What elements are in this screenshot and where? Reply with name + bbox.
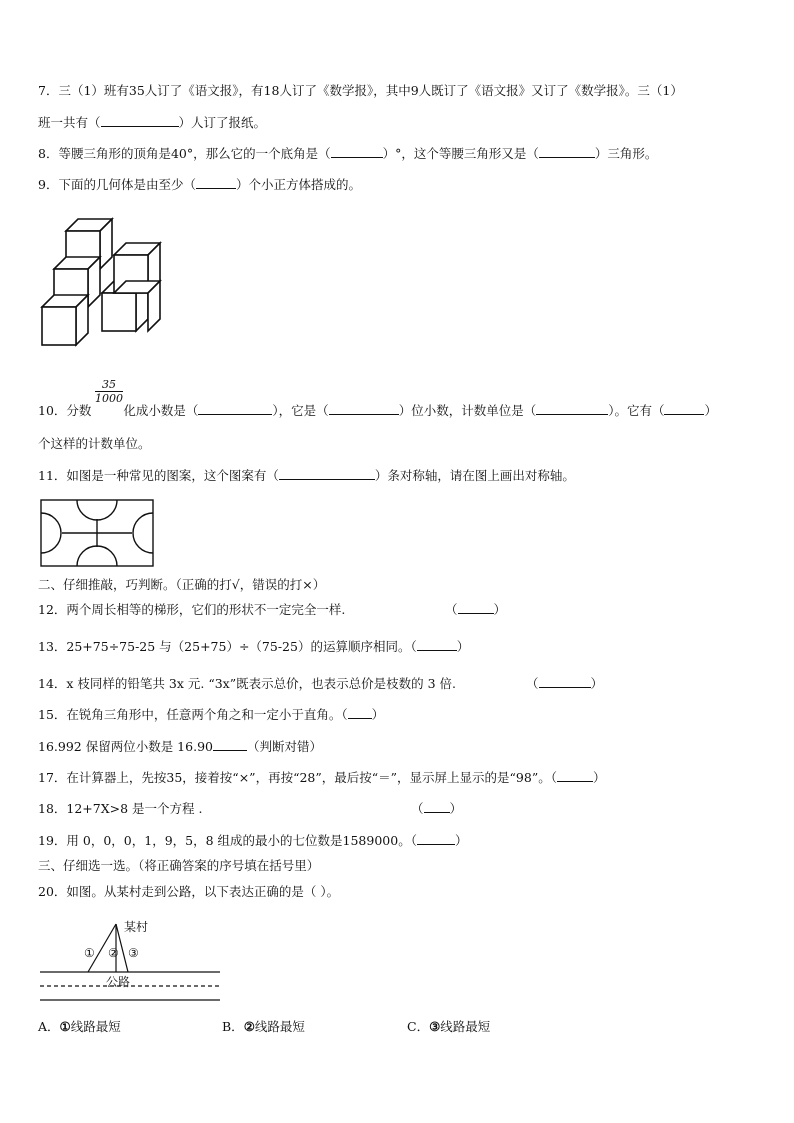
question-9-text-pre: 9．下面的几何体是由至少（ xyxy=(38,177,196,192)
option-mark: ② xyxy=(243,1019,255,1034)
question-18 xyxy=(38,800,202,818)
question-9-text-post: ）个小正方体搭成的。 xyxy=(235,177,361,192)
road-label: 公路 xyxy=(106,975,131,989)
answer-blank[interactable] xyxy=(196,176,236,189)
question-13 xyxy=(38,638,469,656)
route-2-label: ② xyxy=(108,946,119,960)
question-9 xyxy=(38,176,361,194)
paren-right: ） xyxy=(590,676,604,691)
question-10-text-line-2: 个这样的计数单位。 xyxy=(38,436,151,451)
question-19 xyxy=(38,832,467,850)
paren-right: ） xyxy=(493,602,507,617)
question-10-text-e: ） xyxy=(704,403,717,418)
option-letter: A． xyxy=(38,1019,60,1034)
question-17-text: 17．在计算器上，先按35，接着按“×”，再按“28”，最后按“＝”，显示屏上显示的是“98”。（ xyxy=(38,770,557,785)
section-3-title: 三、仔细选一选。（将正确答案的序号填在括号里） xyxy=(38,858,320,873)
answer-blank[interactable] xyxy=(458,601,494,614)
question-10-text-b: ），它是（ xyxy=(272,403,329,418)
answer-blank[interactable] xyxy=(539,675,591,688)
answer-blank[interactable] xyxy=(348,706,372,719)
answer-blank[interactable] xyxy=(539,145,595,158)
question-16-text-post: （判断对错） xyxy=(246,739,322,754)
village-label: 某村 xyxy=(124,920,149,934)
question-7-line-2 xyxy=(38,114,266,132)
fraction xyxy=(95,378,123,405)
paren-left: （ xyxy=(445,602,458,617)
question-17 xyxy=(38,769,606,787)
answer-blank[interactable] xyxy=(213,738,247,751)
route-figure xyxy=(38,916,222,1006)
paren-right: ） xyxy=(371,707,385,722)
question-20-text: 20．如图。从某村走到公路，以下表达正确的是（ ）。 xyxy=(38,884,340,899)
answer-blank[interactable] xyxy=(424,800,450,813)
option-mark: ① xyxy=(59,1019,71,1034)
question-10-text-pre: 10．分数 xyxy=(38,403,92,418)
question-20 xyxy=(38,883,339,901)
option-letter: C． xyxy=(407,1019,430,1034)
answer-blank[interactable] xyxy=(198,402,272,415)
answer-blank[interactable] xyxy=(331,145,383,158)
option-a[interactable] xyxy=(38,1018,121,1036)
question-7-text: 7．三（1）班有35人订了《语文报》，有18人订了《数学报》，其中9人既订了《语文报》又订了《数学报》。三（1） xyxy=(38,83,683,98)
answer-blank[interactable] xyxy=(417,832,455,845)
question-10-text-a: 化成小数是（ xyxy=(123,403,199,418)
section-3-heading xyxy=(38,857,319,875)
question-10-text-c: ）位小数，计数单位是（ xyxy=(398,403,537,418)
question-12 xyxy=(38,601,345,619)
answer-blank[interactable] xyxy=(279,467,375,480)
paren-left: （ xyxy=(526,676,539,691)
route-3-label: ③ xyxy=(128,946,139,960)
question-10-line-1 xyxy=(38,402,717,420)
question-11 xyxy=(38,467,575,485)
question-19-text: 19．用 0，0，0，1，9，5，8 组成的最小的七位数是1589000。（ xyxy=(38,833,417,848)
answer-blank[interactable] xyxy=(664,402,704,415)
question-7-text-pre: 班一共有（ xyxy=(38,115,101,130)
question-14-text: 14．x 枝同样的铅笔共 3x 元. “3x”既表示总价，也表示总价是枝数的 3 倍. xyxy=(38,676,456,691)
question-15-text: 15．在锐角三角形中，任意两个角之和一定小于直角。（ xyxy=(38,707,348,722)
question-10-text-d: ）。它有（ xyxy=(608,403,665,418)
paren-right: ） xyxy=(449,801,463,816)
question-16-text: 16.992 保留两位小数是 16.90 xyxy=(38,739,213,754)
question-8-text-pre: 8．等腰三角形的顶角是40°，那么它的一个底角是（ xyxy=(38,146,331,161)
question-7-line-1 xyxy=(38,82,683,100)
question-10-line-2 xyxy=(38,435,151,453)
option-c[interactable] xyxy=(407,1018,490,1036)
cube xyxy=(42,295,88,345)
route-1-label: ① xyxy=(84,946,95,960)
question-14 xyxy=(38,675,456,693)
section-2-title: 二、仔细推敲，巧判断。（正确的打√，错误的打×） xyxy=(38,577,326,592)
answer-blank[interactable] xyxy=(557,769,593,782)
question-18-text: 18．12+7X>8 是一个方程 . xyxy=(38,801,203,816)
question-11-text-pre: 11．如图是一种常见的图案，这个图案有（ xyxy=(38,468,279,483)
answer-blank[interactable] xyxy=(417,638,457,651)
question-7-text-post: ）人订了报纸。 xyxy=(178,115,267,130)
question-11-text-post: ）条对称轴，请在图上画出对称轴。 xyxy=(374,468,575,483)
answer-blank[interactable] xyxy=(101,114,179,127)
fraction-denominator: 1000 xyxy=(95,392,123,405)
question-18-answer xyxy=(411,800,462,818)
question-12-answer xyxy=(445,601,506,619)
question-8 xyxy=(38,145,657,163)
question-16 xyxy=(38,738,322,756)
option-text: 线路最短 xyxy=(440,1019,491,1034)
paren-right: ） xyxy=(456,639,470,654)
option-letter: B． xyxy=(222,1019,244,1034)
option-mark: ③ xyxy=(429,1019,441,1034)
section-2-heading xyxy=(38,576,325,594)
cube-stack-figure xyxy=(40,215,170,365)
paren-left: （ xyxy=(411,801,424,816)
question-8-text-post: ）三角形。 xyxy=(594,146,658,161)
question-12-text: 12．两个周长相等的梯形，它们的形状不一定完全一样. xyxy=(38,602,346,617)
fraction-numerator: 35 xyxy=(95,378,123,392)
answer-blank[interactable] xyxy=(536,402,608,415)
symmetry-pattern-figure xyxy=(40,499,154,571)
option-text: 线路最短 xyxy=(70,1019,121,1034)
question-15 xyxy=(38,706,384,724)
answer-blank[interactable] xyxy=(329,402,399,415)
option-text: 线路最短 xyxy=(254,1019,305,1034)
paren-right: ） xyxy=(454,833,468,848)
paren-right: ） xyxy=(592,770,606,785)
question-13-text: 13．25+75÷75-25 与（25+75）÷（75-25）的运算顺序相同。（ xyxy=(38,639,417,654)
option-b[interactable] xyxy=(222,1018,305,1036)
question-14-answer xyxy=(526,675,603,693)
question-8-text-mid: ）°，这个等腰三角形又是（ xyxy=(382,146,539,161)
